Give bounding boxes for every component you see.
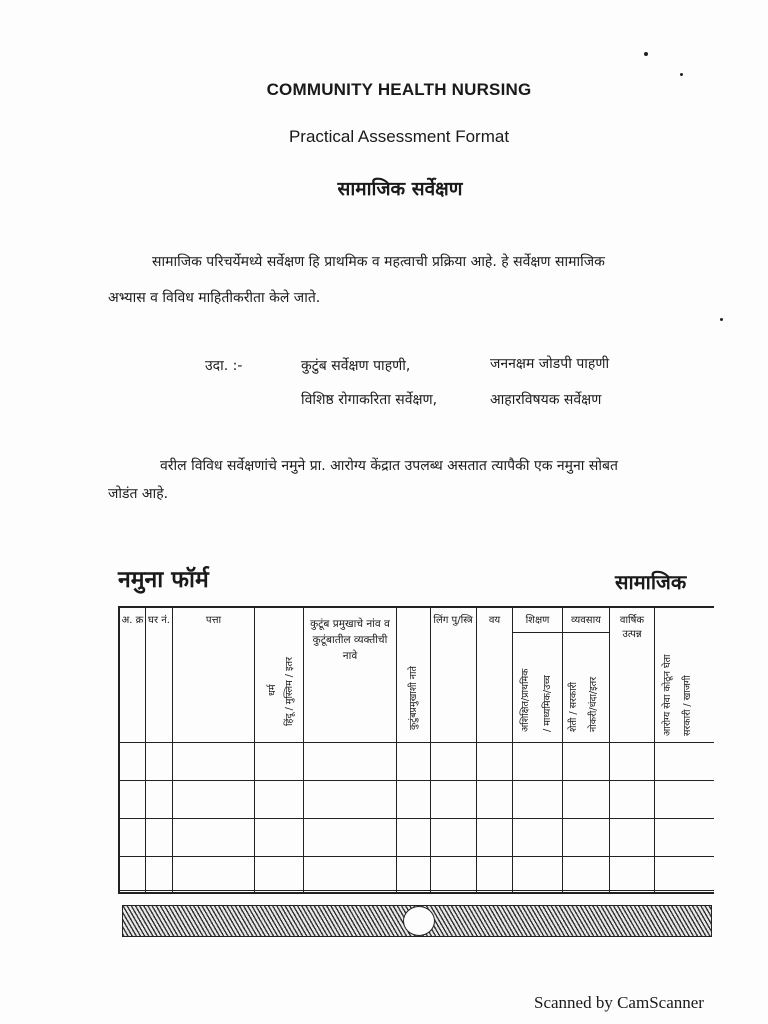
col-gender: लिंग पु/स्त्रि xyxy=(433,615,473,626)
example-family-survey: कुटुंब सर्वेक्षण पाहणी, xyxy=(301,358,411,374)
example-couple-survey: जननक्षम जोडपी पाहणी xyxy=(490,356,610,372)
col-religion-sub: हिंदू / मुस्लिम / इतर xyxy=(284,657,295,726)
col-religion: धर्म xyxy=(267,684,278,696)
intro-paragraph xyxy=(108,244,708,316)
form-title-right: सामाजिक xyxy=(615,570,687,594)
document-subtitle: Practical Assessment Format xyxy=(288,127,510,146)
note-line-2: जोडंत आहे. xyxy=(108,486,169,502)
col-age: वय xyxy=(488,615,501,626)
col-health-service-sub: सरकारी / खाजगी xyxy=(682,675,693,736)
col-occupation: व्यवसाय xyxy=(571,615,601,626)
speck xyxy=(720,318,723,321)
example-disease-survey: विशिष्ठ रोगाकरिता सर्वेक्षण, xyxy=(301,392,438,408)
col-head-name: कुटूंब प्रमुखाचे नांव व कुटूंबातील व्यक्तीची नावे xyxy=(310,618,390,662)
intro-line-2: अभ्यास व विविध माहितीकरीता केले जाते. xyxy=(108,290,321,306)
col-education-sub1: अशिक्षित/प्राथमिक xyxy=(520,668,531,732)
survey-table xyxy=(118,606,714,894)
col-annual-income: वार्षिक उत्पन्न xyxy=(619,615,645,640)
examples-label: उदा. :- xyxy=(205,358,243,374)
col-health-service: आरोग्य सेवा कोठून घेता xyxy=(662,654,673,736)
section-title: सामाजिक सर्वेक्षण xyxy=(337,178,463,200)
scanner-watermark: Scanned by CamScanner xyxy=(534,993,704,1012)
speck xyxy=(680,73,683,76)
col-serial: अ. क्र xyxy=(121,615,144,626)
document-title: COMMUNITY HEALTH NURSING xyxy=(266,80,532,99)
col-address: पत्ता xyxy=(205,615,222,626)
punch-hole xyxy=(403,906,435,936)
note-paragraph xyxy=(108,448,708,512)
col-relation: कुटुंबप्रमुखाशी नाते xyxy=(408,666,419,730)
col-occupation-sub2: नोकरी/धंदा/इतर xyxy=(588,676,599,732)
example-diet-survey: आहारविषयक सर्वेक्षण xyxy=(490,392,602,408)
col-education-sub2: / माध्यमिक/उच्च xyxy=(542,675,553,732)
note-line-1: वरील विविध सर्वेक्षणांचे नमुने प्रा. आरोग्य केंद्रात उपलब्ध असतात त्यापैकी एक नमुना सोबत xyxy=(160,458,618,474)
form-title: नमुना फॉर्म xyxy=(118,567,209,593)
intro-line-1: सामाजिक परिचर्येमध्ये सर्वेक्षण हि प्राथमिक व महत्वाची प्रक्रिया आहे. हे सर्वेक्षण सामाजिक xyxy=(152,254,605,270)
col-education: शिक्षण xyxy=(525,615,550,626)
speck xyxy=(644,52,648,56)
col-house-number: घर नं. xyxy=(148,615,170,626)
col-occupation-sub1: शेती / सरकारी xyxy=(568,682,579,732)
